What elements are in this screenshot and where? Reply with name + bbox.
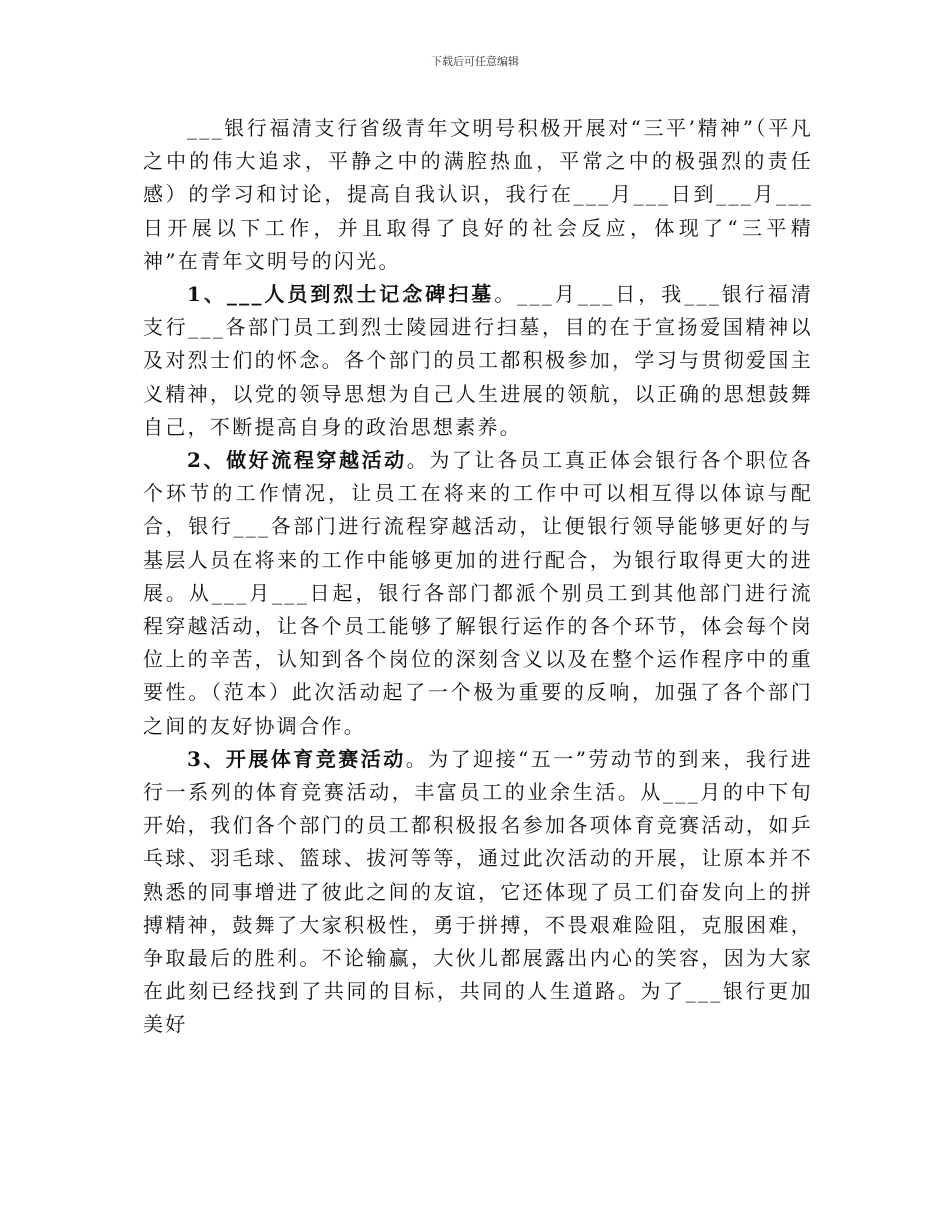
item-heading-3: 3、开展体育竞赛活动 xyxy=(187,746,406,771)
item-paragraph-1 xyxy=(143,278,813,444)
intro-paragraph: ___银行福清支行省级青年文明号积极开展对“三平’精神”（平凡之中的伟大追求，平静之中的满腔热血，平常之中的极强烈的责任感）的学习和讨论，提高自我认识，我行在___月___日到___月___日开展以下工作，并且取得了良好的社会反应，体现了“三平精神”在青年文明号的闪光。 xyxy=(143,116,813,273)
item-text-3: 。为了迎接“五一”劳动节的到来，我行进行一系列的体育竞赛活动，丰富员工的业余生活。从___月的中下旬开始，我们各个部门的员工都积极报名参加各项体育竞赛活动，如乒乓球、羽毛球、篮球、拔河等等，通过此次活动的开展，让原本并不熟悉的同事增进了彼此之间的友谊，它还体现了员工们奋发向上的拼搏精神，鼓舞了大家积极性，勇于拼搏，不畏艰难险阻，克服困难，争取最后的胜利。不论输赢，大伙儿都展露出内心的笑容，因为大家在此刻已经找到了共同的目标，共同的人生道路。为了___银行更加美好 xyxy=(143,746,814,1037)
item-text-2: 。为了让各员工真正体会银行各个职位各个环节的工作情况，让员工在将来的工作中可以相互得以体谅与配合，银行___各部门进行流程穿越活动，让便银行领导能够更好的与基层人员在将来的工作中能够更加的进行配合，为银行取得更大的进展。从___月___日起，银行各部门都派个别员工到其他部门进行流程穿越活动，让各个员工能够了解银行运作的各个环节，体会每个岗位上的辛苦，认知到各个岗位的深刻含义以及在整个运作程序中的重要性。（范本）此次活动起了一个极为重要的反响，加强了各个部门之间的友好协调合作。 xyxy=(143,448,813,738)
item-heading-1: 1、___人员到烈士记念碑扫墓 xyxy=(187,282,495,307)
item-paragraph-2 xyxy=(143,444,813,743)
item-heading-2: 2、做好流程穿越活动 xyxy=(187,448,407,473)
item-text-1: 。___月___日，我___银行福清支行___各部门员工到烈士陵园进行扫墓，目的在于宣扬爱国精神以及对烈士们的怀念。各个部门的员工都积极参加，学习与贯彻爱国主义精神，以党的领导思想为自己人生进展的领航，以正确的思想鼓舞自己，不断提高自身的政治思想素养。 xyxy=(143,282,813,439)
header-note: 下载后可任意编辑 xyxy=(431,55,519,68)
item-paragraph-3 xyxy=(143,743,813,1042)
document-body xyxy=(143,112,813,1042)
